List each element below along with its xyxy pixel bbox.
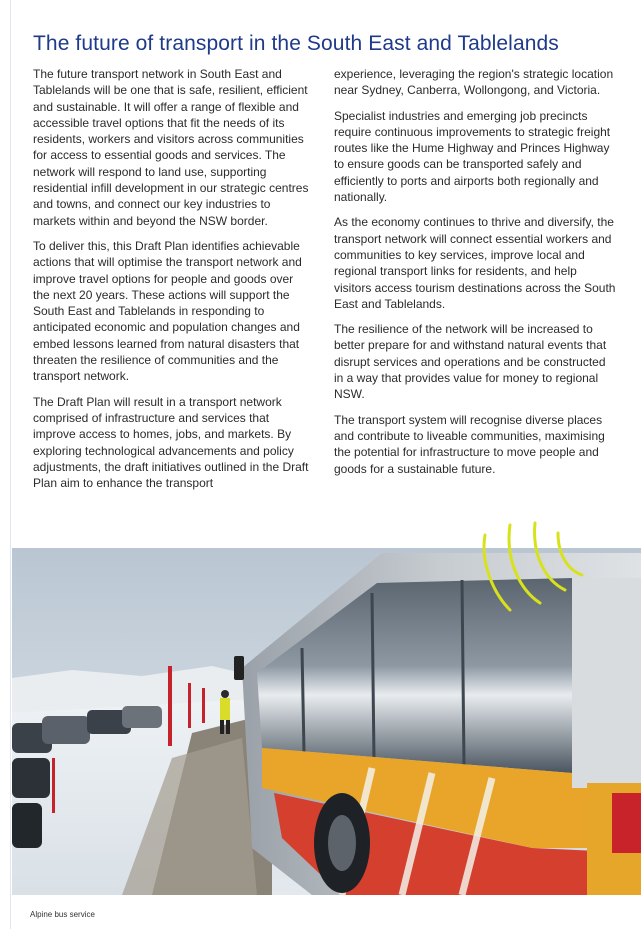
paragraph: The resilience of the network will be increased to better prepare for and withstand natural events that disrupt services and operations and be constructed in a way that provides value for money to regional NSW. (334, 322, 607, 402)
photo-caption: Alpine bus service (30, 910, 95, 919)
paragraph: Specialist industries and emerging job precincts require continuous improvements to strategic freight routes like the Hume Highway and Princes Highway to ensure goods can be transported safely and efficiently to ports and airports both regionally and nationally. (334, 108, 611, 205)
paragraph: As the economy continues to thrive and diversify, the transport network will connect essential workers and communities to key services, improve local and regional transport links for residents, and help visitors access tourism destinations across the South East and Tablelands. (334, 215, 616, 311)
page-title: The future of transport in the South East and Tablelands (33, 32, 559, 55)
paragraph: The transport system will recognise diverse places and contribute to liveable communities, maximising the potential for infrastructure to move people and goods for a sustainable future. (334, 412, 605, 476)
decorative-signal-waves-icon (470, 515, 590, 625)
paragraph: To deliver this, this Draft Plan identifies achievable actions that will optimise the transport network and improve travel options for people and goods over the next 20 years. These actions will support the South East and Tablelands in responding to anticipated economic and population changes and embed lessons learned from natural disasters that threaten the resilience of communities and the transport network. (33, 238, 302, 384)
left-margin-rule (10, 0, 11, 929)
paragraph: The Draft Plan will result in a transport network comprised of infrastructure and services that improve access to homes, jobs, and markets. By exploring technological advancements and policy adjustments, the draft initiatives outlined in the Draft Plan aim to enhance the transport (33, 394, 309, 491)
left-text-column (33, 66, 313, 500)
paragraph: The future transport network in South East and Tablelands will be one that is safe, resilient, efficient and sustainable. It will offer a range of flexible and accessible travel options that fit the needs of its residents, workers and visitors across communities for access to essential goods and services. The network will respond to land use, supporting residential infill development in our strategic centres and towns, and connect our key industries to markets within and beyond the NSW border. (33, 67, 309, 228)
right-text-column (334, 66, 616, 486)
paragraph: experience, leveraging the region's strategic location near Sydney, Canberra, Wollongong, and Victoria. (334, 67, 614, 98)
